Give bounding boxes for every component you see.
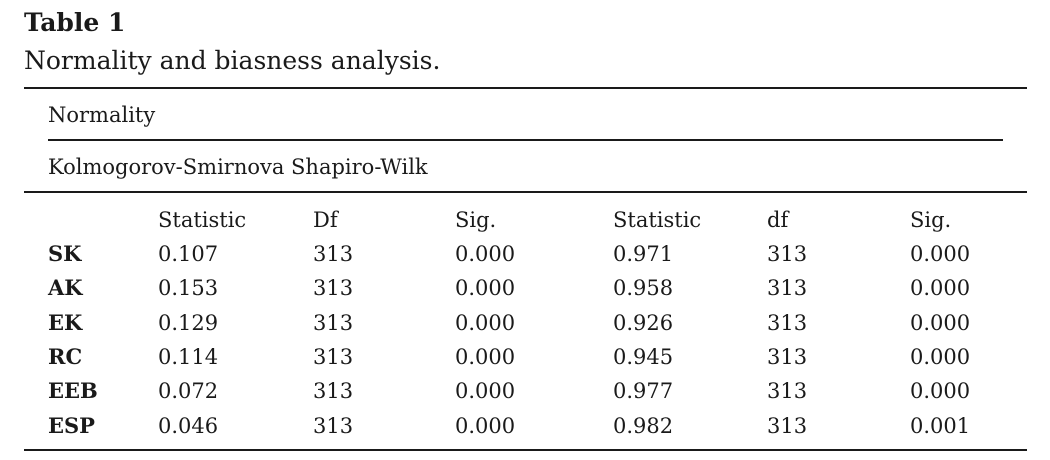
table-cell: 313 <box>313 379 354 403</box>
table-cell: 0.000 <box>910 311 971 335</box>
col-header-ks-statistic: Statistic <box>158 208 247 232</box>
table-cell: 0.000 <box>910 242 971 266</box>
table-cell: 0.958 <box>613 276 674 300</box>
bottom-rule <box>24 449 1027 451</box>
table-label: Table 1 <box>24 8 126 37</box>
col-header-sw-sig: Sig. <box>910 208 952 232</box>
table-cell: 313 <box>767 345 808 369</box>
row-label: AK <box>48 275 83 300</box>
row-label: SK <box>48 241 82 266</box>
table-cell: 0.982 <box>613 414 674 438</box>
table-cell: 0.000 <box>455 414 516 438</box>
top-rule <box>24 87 1027 89</box>
table-cell: 0.153 <box>158 276 219 300</box>
row-label: RC <box>48 344 83 369</box>
table-cell: 0.129 <box>158 311 219 335</box>
table-cell: 313 <box>767 311 808 335</box>
test-header: Kolmogorov-Smirnova Shapiro-Wilk <box>48 155 428 179</box>
table-cell: 313 <box>313 242 354 266</box>
table-cell: 0.000 <box>910 345 971 369</box>
col-header-sw-statistic: Statistic <box>613 208 702 232</box>
table-cell: 0.926 <box>613 311 674 335</box>
table-cell: 0.000 <box>455 242 516 266</box>
table-cell: 0.107 <box>158 242 219 266</box>
table-cell: 0.000 <box>910 379 971 403</box>
table-cell: 0.000 <box>455 276 516 300</box>
table-cell: 0.000 <box>455 379 516 403</box>
table-cell: 0.000 <box>455 345 516 369</box>
col-header-sw-df: df <box>767 208 789 232</box>
table-cell: 313 <box>767 379 808 403</box>
table-cell: 0.072 <box>158 379 219 403</box>
table-cell: 313 <box>313 276 354 300</box>
table-cell: 313 <box>767 414 808 438</box>
table-title: Normality and biasness analysis. <box>24 46 441 75</box>
table-cell: 0.046 <box>158 414 219 438</box>
table-cell: 313 <box>313 414 354 438</box>
row-label: ESP <box>48 413 95 438</box>
table-cell: 313 <box>767 242 808 266</box>
header-rule <box>24 191 1027 193</box>
table-cell: 0.000 <box>455 311 516 335</box>
table-cell: 0.945 <box>613 345 674 369</box>
table-cell: 313 <box>767 276 808 300</box>
table-cell: 313 <box>313 311 354 335</box>
col-header-ks-sig: Sig. <box>455 208 497 232</box>
table-cell: 0.977 <box>613 379 674 403</box>
row-label: EK <box>48 310 83 335</box>
group-rule <box>48 139 1003 141</box>
table-cell: 0.001 <box>910 414 971 438</box>
row-label: EEB <box>48 378 98 403</box>
table-cell: 0.000 <box>910 276 971 300</box>
table-cell: 0.114 <box>158 345 219 369</box>
table-cell: 313 <box>313 345 354 369</box>
table-cell: 0.971 <box>613 242 674 266</box>
col-header-ks-df: Df <box>313 208 338 232</box>
group-header: Normality <box>48 103 156 127</box>
